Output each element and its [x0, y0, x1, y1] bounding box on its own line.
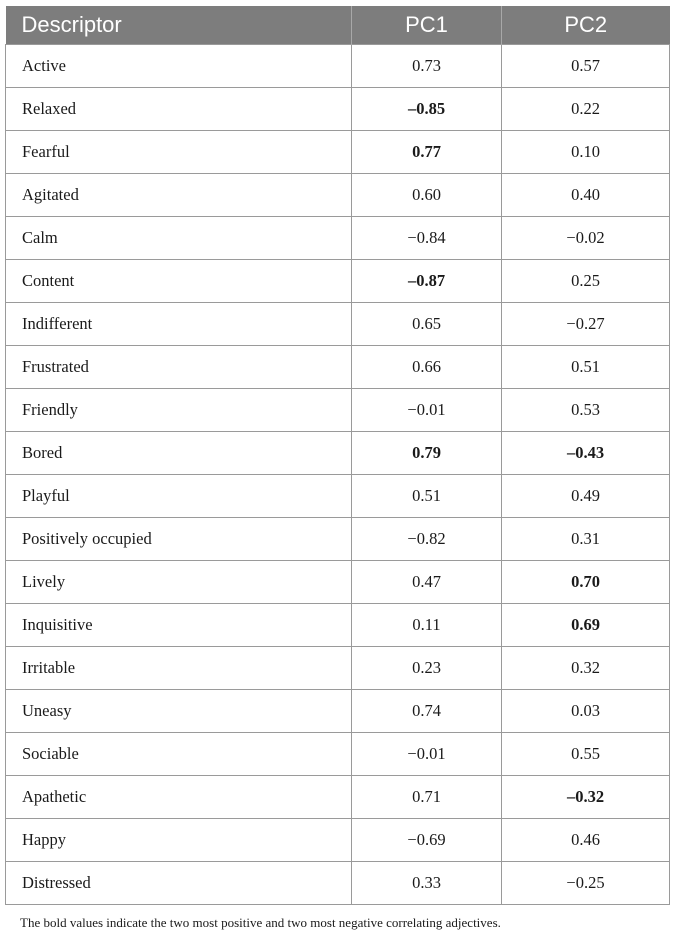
- pc2-cell: 0.53: [502, 389, 670, 432]
- pc1-cell: –0.85: [352, 88, 502, 131]
- pc1-cell: 0.77: [352, 131, 502, 174]
- pc2-cell: –0.32: [502, 776, 670, 819]
- pc1-cell: 0.47: [352, 561, 502, 604]
- descriptor-cell: Apathetic: [6, 776, 352, 819]
- pc2-cell: −0.25: [502, 862, 670, 905]
- table-footnote: The bold values indicate the two most positive and two most negative correlating adjectives.: [20, 915, 501, 930]
- descriptor-cell: Agitated: [6, 174, 352, 217]
- descriptor-cell: Playful: [6, 475, 352, 518]
- descriptor-cell: Happy: [6, 819, 352, 862]
- table-row: [6, 217, 670, 260]
- pc2-cell: 0.49: [502, 475, 670, 518]
- table-row: [6, 518, 670, 561]
- descriptor-cell: Relaxed: [6, 88, 352, 131]
- header-descriptor: Descriptor: [6, 6, 352, 45]
- table-row: [6, 260, 670, 303]
- descriptor-cell: Distressed: [6, 862, 352, 905]
- table-row: [6, 561, 670, 604]
- loadings-table-container: [5, 6, 669, 905]
- pc2-cell: 0.03: [502, 690, 670, 733]
- table-row: [6, 604, 670, 647]
- pc2-cell: −0.27: [502, 303, 670, 346]
- table-row: [6, 690, 670, 733]
- pc1-cell: −0.01: [352, 733, 502, 776]
- descriptor-cell: Inquisitive: [6, 604, 352, 647]
- table-row: [6, 475, 670, 518]
- pc1-cell: 0.33: [352, 862, 502, 905]
- pc1-cell: 0.51: [352, 475, 502, 518]
- pc1-cell: −0.82: [352, 518, 502, 561]
- descriptor-cell: Positively occupied: [6, 518, 352, 561]
- table-body: [6, 45, 670, 905]
- pc2-cell: 0.57: [502, 45, 670, 88]
- table-row: [6, 346, 670, 389]
- pc2-cell: 0.31: [502, 518, 670, 561]
- loadings-table: [5, 6, 670, 905]
- pc2-cell: 0.25: [502, 260, 670, 303]
- table-row: [6, 862, 670, 905]
- pc1-cell: 0.71: [352, 776, 502, 819]
- table-header: [6, 6, 670, 45]
- descriptor-cell: Sociable: [6, 733, 352, 776]
- descriptor-cell: Irritable: [6, 647, 352, 690]
- table-row: [6, 45, 670, 88]
- descriptor-cell: Bored: [6, 432, 352, 475]
- pc2-cell: −0.02: [502, 217, 670, 260]
- descriptor-cell: Content: [6, 260, 352, 303]
- pc2-cell: 0.32: [502, 647, 670, 690]
- pc2-cell: –0.43: [502, 432, 670, 475]
- table-row: [6, 303, 670, 346]
- pc1-cell: 0.60: [352, 174, 502, 217]
- descriptor-cell: Lively: [6, 561, 352, 604]
- pc2-cell: 0.51: [502, 346, 670, 389]
- descriptor-cell: Active: [6, 45, 352, 88]
- header-pc2: PC2: [502, 6, 670, 45]
- pc1-cell: 0.66: [352, 346, 502, 389]
- pc2-cell: 0.46: [502, 819, 670, 862]
- pc2-cell: 0.10: [502, 131, 670, 174]
- descriptor-cell: Calm: [6, 217, 352, 260]
- header-row: [6, 6, 670, 45]
- pc1-cell: −0.69: [352, 819, 502, 862]
- pc2-cell: 0.70: [502, 561, 670, 604]
- table-row: [6, 131, 670, 174]
- table-row: [6, 733, 670, 776]
- descriptor-cell: Uneasy: [6, 690, 352, 733]
- descriptor-cell: Friendly: [6, 389, 352, 432]
- table-row: [6, 174, 670, 217]
- table-row: [6, 819, 670, 862]
- pc1-cell: 0.65: [352, 303, 502, 346]
- table-row: [6, 776, 670, 819]
- pc1-cell: −0.01: [352, 389, 502, 432]
- table-row: [6, 88, 670, 131]
- pc1-cell: 0.11: [352, 604, 502, 647]
- pc1-cell: 0.73: [352, 45, 502, 88]
- pc1-cell: 0.74: [352, 690, 502, 733]
- pc1-cell: −0.84: [352, 217, 502, 260]
- pc2-cell: 0.69: [502, 604, 670, 647]
- header-pc1: PC1: [352, 6, 502, 45]
- pc2-cell: 0.22: [502, 88, 670, 131]
- descriptor-cell: Frustrated: [6, 346, 352, 389]
- pc1-cell: –0.87: [352, 260, 502, 303]
- pc2-cell: 0.40: [502, 174, 670, 217]
- pc1-cell: 0.79: [352, 432, 502, 475]
- descriptor-cell: Indifferent: [6, 303, 352, 346]
- table-row: [6, 432, 670, 475]
- table-row: [6, 389, 670, 432]
- descriptor-cell: Fearful: [6, 131, 352, 174]
- table-row: [6, 647, 670, 690]
- pc2-cell: 0.55: [502, 733, 670, 776]
- pc1-cell: 0.23: [352, 647, 502, 690]
